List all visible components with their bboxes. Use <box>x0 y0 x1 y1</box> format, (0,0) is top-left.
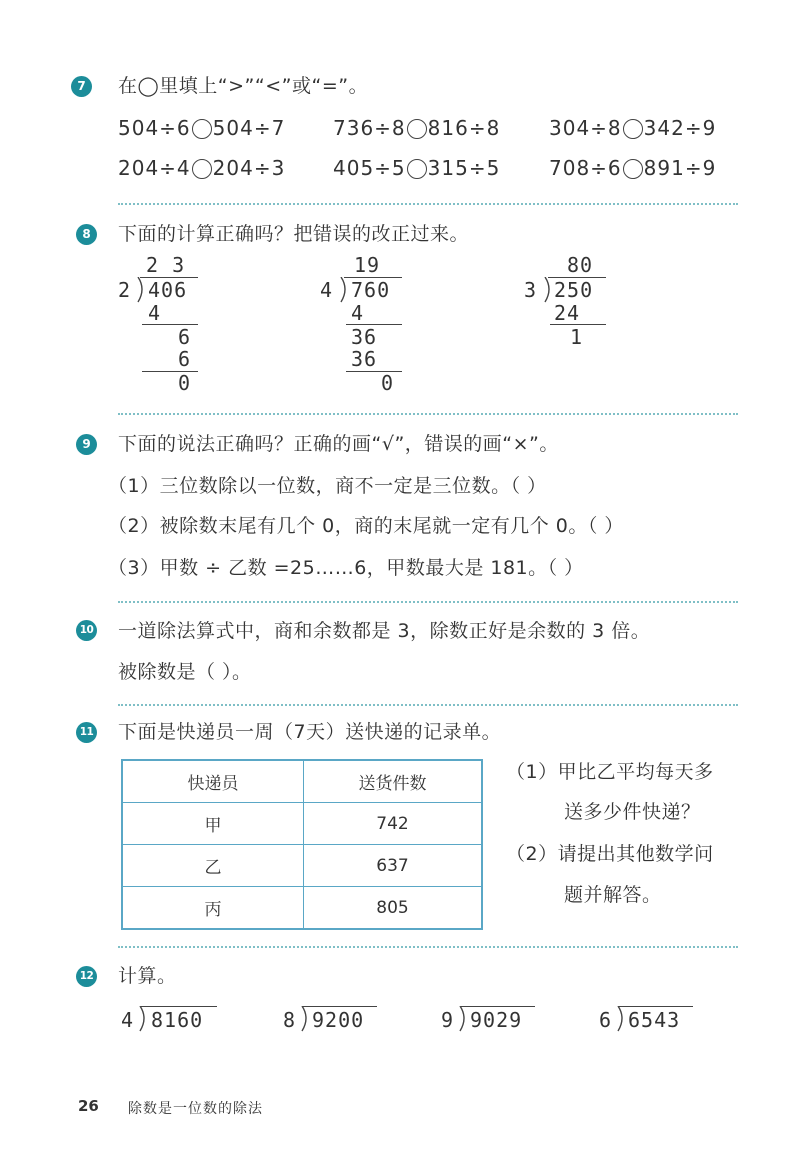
q12-vinculum <box>461 1006 535 1007</box>
q12-divisor: 8 <box>283 1008 297 1032</box>
ld1-step: 6 <box>178 325 192 349</box>
q12-vinculum <box>303 1006 377 1007</box>
q9-statement-1: （1）三位数除以一位数，商不一定是三位数。（ ） <box>108 475 547 497</box>
question-number-10: 10 <box>76 620 97 641</box>
ld1-step: 4 <box>148 301 162 325</box>
table-row <box>122 845 482 887</box>
division-bracket <box>301 1006 311 1032</box>
q11-prompt: 下面是快递员一周（7天）送快递的记录单。 <box>118 721 502 743</box>
q7-item-5 <box>333 156 500 180</box>
division-bracket <box>139 1006 149 1032</box>
q7-item-2-right: 816÷8 <box>427 116 501 140</box>
q7-item-2-left: 736÷8 <box>333 116 406 140</box>
ld1-step: 6 <box>178 347 192 371</box>
question-number-11: 11 <box>76 722 97 743</box>
q7-item-1-left: 504÷6 <box>118 116 191 140</box>
separator <box>118 601 738 603</box>
q11-sub-2-line-1: （2）请提出其他数学问 <box>506 843 714 865</box>
q10-line-1: 一道除法算式中，商和余数都是 3，除数正好是余数的 3 倍。 <box>118 620 651 642</box>
table-row <box>122 803 482 845</box>
separator <box>118 203 738 205</box>
q7-item-6 <box>549 156 716 180</box>
q12-prompt: 计算。 <box>118 965 177 987</box>
compare-circle[interactable] <box>407 159 427 179</box>
separator <box>118 946 738 948</box>
division-bracket <box>459 1006 469 1032</box>
table-row <box>122 887 482 930</box>
ld2-step: 36 <box>351 325 378 349</box>
q7-item-6-left: 708÷6 <box>549 156 622 180</box>
ld3-quotient: 80 <box>567 253 594 277</box>
compare-circle[interactable] <box>623 119 643 139</box>
q12-vinculum <box>141 1006 217 1007</box>
table-cell: 637 <box>304 845 483 887</box>
table-cell: 乙 <box>122 845 304 887</box>
q7-item-2 <box>333 116 500 140</box>
q7-item-4 <box>118 156 285 180</box>
page-number: 26 <box>78 1097 99 1115</box>
ld2-dividend: 760 <box>351 278 391 302</box>
division-bracket <box>137 277 147 303</box>
q7-item-3 <box>549 116 716 140</box>
delivery-record-table <box>121 759 483 930</box>
ld1-step: 0 <box>178 371 192 395</box>
ld1-dividend: 406 <box>148 278 188 302</box>
q9-statement-3: （3）甲数 ÷ 乙数 =25……6，甲数最大是 181。（ ） <box>108 557 584 579</box>
q9-statement-2: （2）被除数末尾有几个 0，商的末尾就一定有几个 0。（ ） <box>108 515 624 537</box>
q9-prompt: 下面的说法正确吗？正确的画“√”，错误的画“×”。 <box>118 433 559 455</box>
ld2-step: 4 <box>351 301 365 325</box>
q12-divisor: 4 <box>121 1008 135 1032</box>
q7-item-3-left: 304÷8 <box>549 116 622 140</box>
ld2-divisor: 4 <box>320 278 334 302</box>
ld1-divisor: 2 <box>118 278 132 302</box>
q7-prompt: 在◯里填上“>”“<”或“=”。 <box>118 75 369 97</box>
q12-divisor: 9 <box>441 1008 455 1032</box>
q11-sub-1-line-1: （1）甲比乙平均每天多 <box>506 761 714 783</box>
table-cell: 甲 <box>122 803 304 845</box>
table-header-count: 送货件数 <box>304 760 483 803</box>
q12-vinculum <box>619 1006 693 1007</box>
division-bracket <box>340 277 350 303</box>
division-bracket <box>617 1006 627 1032</box>
ld2-step: 36 <box>351 347 378 371</box>
ld2-quotient: 19 <box>354 253 381 277</box>
q10-line-2: 被除数是（ ）。 <box>118 661 252 683</box>
compare-circle[interactable] <box>407 119 427 139</box>
ld3-divisor: 3 <box>524 278 538 302</box>
table-cell: 742 <box>304 803 483 845</box>
compare-circle[interactable] <box>623 159 643 179</box>
q11-sub-1-line-2: 送多少件快递？ <box>564 801 701 823</box>
q7-item-3-right: 342÷9 <box>643 116 717 140</box>
chapter-title: 除数是一位数的除法 <box>128 1101 263 1117</box>
table-cell: 丙 <box>122 887 304 930</box>
q7-item-5-left: 405÷5 <box>333 156 406 180</box>
ld3-step: 1 <box>570 325 584 349</box>
q7-item-1 <box>118 116 285 140</box>
question-number-8: 8 <box>76 224 97 245</box>
table-header-row <box>122 760 482 803</box>
q11-sub-2-line-2: 题并解答。 <box>564 884 662 906</box>
division-bracket <box>544 277 554 303</box>
q12-divisor: 6 <box>599 1008 613 1032</box>
ld1-quotient: 2 3 <box>146 253 186 277</box>
question-number-9: 9 <box>76 434 97 455</box>
q7-item-4-left: 204÷4 <box>118 156 191 180</box>
q7-item-1-right: 504÷7 <box>212 116 286 140</box>
q7-item-6-right: 891÷9 <box>643 156 717 180</box>
compare-circle[interactable] <box>192 159 212 179</box>
ld3-step: 24 <box>554 301 581 325</box>
question-number-7: 7 <box>71 76 92 97</box>
ld2-step: 0 <box>381 371 395 395</box>
q12-dividend: 9200 <box>312 1008 365 1032</box>
compare-circle[interactable] <box>192 119 212 139</box>
ld3-dividend: 250 <box>554 278 594 302</box>
q12-dividend: 8160 <box>151 1008 204 1032</box>
table-cell: 805 <box>304 887 483 930</box>
q8-prompt: 下面的计算正确吗？把错误的改正过来。 <box>118 223 470 245</box>
q7-item-4-right: 204÷3 <box>212 156 286 180</box>
question-number-12: 12 <box>76 966 97 987</box>
q7-item-5-right: 315÷5 <box>427 156 501 180</box>
q12-dividend: 9029 <box>470 1008 523 1032</box>
separator <box>118 413 738 415</box>
table-header-courier: 快递员 <box>122 760 304 803</box>
separator <box>118 704 738 706</box>
q12-dividend: 6543 <box>628 1008 681 1032</box>
